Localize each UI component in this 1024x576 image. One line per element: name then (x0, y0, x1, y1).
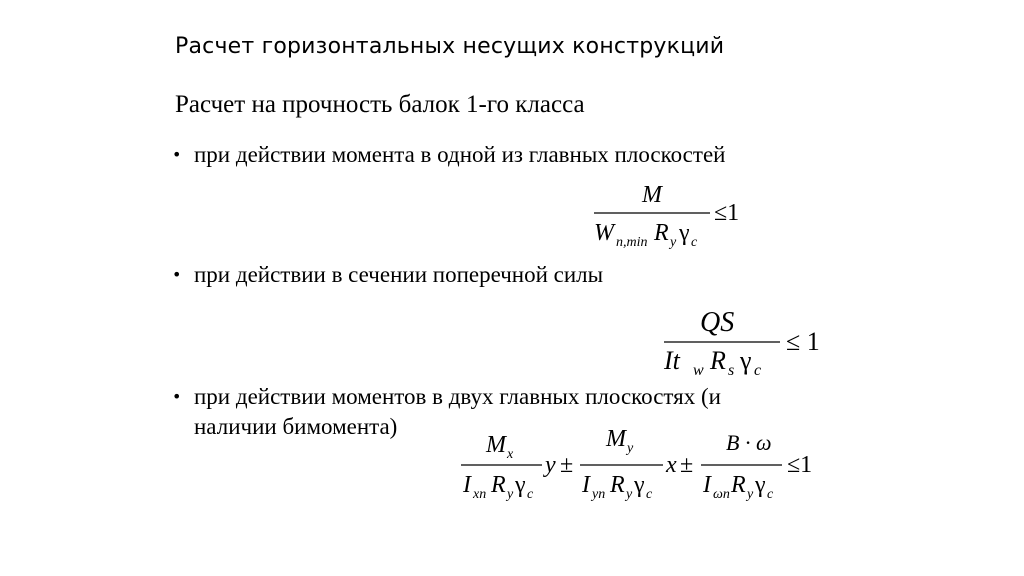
bullet-text: при действии моментов в двух главных плоскостях (и (194, 384, 721, 409)
formula-shear-strength (662, 305, 837, 385)
formula-relation: ≤1 (714, 200, 740, 226)
term2-multiplier: x (666, 452, 677, 478)
formula-den-r: R (710, 346, 726, 375)
term1-numerator-sub: x (507, 447, 514, 462)
formula-sub-c: c (691, 235, 698, 250)
term2-numerator-sub: y (627, 441, 634, 456)
term1-multiplier: y (545, 452, 556, 478)
term3-sub-c: c (767, 487, 774, 502)
term3-den-r-sub: y (747, 487, 754, 502)
term3-den-i: I (703, 472, 711, 498)
formula-den-sub: n,min (616, 235, 648, 250)
term2-den-sub: yn (592, 487, 606, 502)
term1-den-i: I (463, 472, 471, 498)
formula-biaxial-bimoment (458, 420, 828, 515)
term3-den-sub: ωn (713, 487, 730, 502)
bullet-text: при действии момента в одной из главных плоскостей (194, 142, 726, 167)
plus-minus-sign: ± (680, 452, 694, 478)
term2-gamma: γ (634, 472, 645, 498)
term3-den-r: R (731, 472, 746, 498)
term1-numerator: M (486, 432, 506, 458)
formula-relation: ≤1 (787, 452, 813, 478)
slide-title: Расчет горизонтальных несущих конструкций (175, 34, 725, 59)
plus-minus-sign: ± (560, 452, 574, 478)
term2-den-r-sub: y (626, 487, 633, 502)
term2-numerator: M (606, 426, 626, 452)
formula-den-w: W (594, 220, 614, 246)
term1-den-sub: xn (473, 487, 487, 502)
term3-gamma: γ (755, 472, 766, 498)
term2-sub-c: c (646, 487, 653, 502)
term1-den-r: R (491, 472, 506, 498)
term3-numerator: B · ω (726, 430, 772, 455)
formula-gamma: γ (740, 346, 752, 375)
term1-gamma: γ (515, 472, 526, 498)
formula-den-r: R (654, 220, 669, 246)
bullet-dot-icon: • (172, 387, 182, 406)
formula-numerator: M (642, 182, 662, 208)
term2-den-r: R (610, 472, 625, 498)
formula-den-it: It (664, 346, 680, 375)
term1-sub-c: c (527, 487, 534, 502)
section-subtitle: Расчет на прочность балок 1-го класса (175, 91, 585, 118)
formula-gamma: γ (679, 220, 690, 246)
bullet-dot-icon: • (172, 145, 182, 164)
term1-den-r-sub: y (507, 487, 514, 502)
formula-sub-c: c (754, 362, 762, 379)
bullet-dot-icon: • (172, 265, 182, 284)
bullet-text: наличии бимомента) (194, 414, 398, 439)
term2-den-i: I (582, 472, 590, 498)
formula-sub-s: s (728, 362, 735, 379)
formula-sub-y: y (670, 235, 677, 250)
bullet-text: при действии в сечении поперечной силы (194, 262, 604, 287)
formula-numerator: QS (700, 307, 735, 338)
formula-relation: ≤ 1 (786, 327, 820, 356)
formula-sub-w: w (693, 362, 704, 379)
formula-moment-strength (590, 180, 760, 260)
